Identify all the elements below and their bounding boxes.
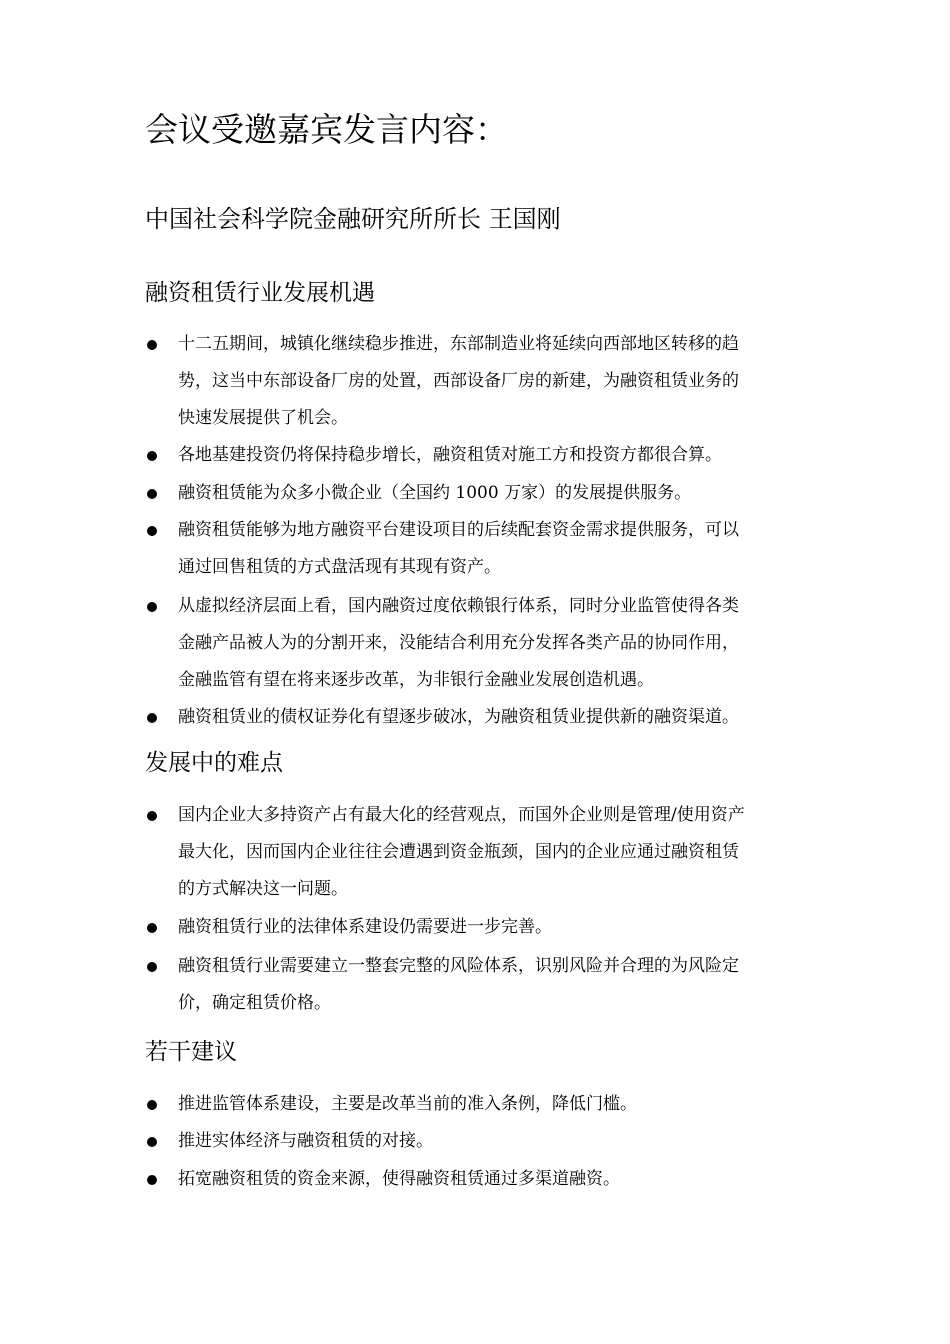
section-heading-difficulties: 发展中的难点 <box>145 750 283 776</box>
list-item <box>145 1086 810 1123</box>
section-heading-suggestions: 若干建议 <box>145 1039 237 1065</box>
list-item-text: 国内企业大多持资产占有最大化的经营观点，而国外企业则是管理/使用资产 最大化，因而国内企业往往会遭遇到资金瓶颈，国内的企业应通过融资租赁 的方式解决这一问题。 <box>178 805 745 899</box>
list-item-text: 融资租赁能为众多小微企业（全国约 1000 万家）的发展提供服务。 <box>178 483 692 503</box>
list-item-text: 融资租赁行业需要建立一整套完整的风险体系，识别风险并合理的为风险定 价，确定租赁价格。 <box>178 956 739 1013</box>
bullet-icon <box>147 602 157 612</box>
list-item <box>145 1123 810 1160</box>
list-item-text: 各地基建投资仍将保持稳步增长，融资租赁对施工方和投资方都很合算。 <box>178 445 722 465</box>
list-item-text: 融资租赁能够为地方融资平台建设项目的后续配套资金需求提供服务，可以 通过回售租赁的方式盘活现有其现有资产。 <box>178 520 739 577</box>
bullet-icon <box>147 340 157 350</box>
bullet-icon <box>147 713 157 723</box>
list-item <box>145 588 810 699</box>
list-item <box>145 909 810 946</box>
list-item-text: 十二五期间，城镇化继续稳步推进，东部制造业将延续向西部地区转移的趋 势，这当中东部设备厂房的处置，西部设备厂房的新建，为融资租赁业务的 快速发展提供了机会。 <box>178 334 739 428</box>
bullet-icon <box>147 1175 157 1185</box>
section-heading-opportunities: 融资租赁行业发展机遇 <box>145 280 375 306</box>
list-item-text: 推进实体经济与融资租赁的对接。 <box>178 1131 433 1151</box>
list-item <box>145 437 810 474</box>
bullet-icon <box>147 811 157 821</box>
speaker-name: 中国社会科学院金融研究所所长 王国刚 <box>145 205 561 233</box>
bullet-icon <box>147 923 157 933</box>
document-title: 会议受邀嘉宾发言内容： <box>145 110 508 149</box>
list-item-text: 融资租赁行业的法律体系建设仍需要进一步完善。 <box>178 917 552 937</box>
list-item <box>145 948 810 1022</box>
list-item <box>145 512 810 586</box>
list-item-text: 融资租赁业的债权证券化有望逐步破冰，为融资租赁业提供新的融资渠道。 <box>178 707 739 727</box>
list-item <box>145 699 810 736</box>
list-item-text: 从虚拟经济层面上看，国内融资过度依赖银行体系，同时分业监管使得各类 金融产品被人为的分割开来，没能结合利用充分发挥各类产品的协同作用， 金融监管有望在将来逐步改革，为非银行金融业发展创造机遇。 <box>178 596 739 690</box>
bullet-icon <box>147 962 157 972</box>
bullet-icon <box>147 1100 157 1110</box>
list-item-text: 拓宽融资租赁的资金来源，使得融资租赁通过多渠道融资。 <box>178 1169 620 1189</box>
bullet-icon <box>147 489 157 499</box>
list-item-text: 推进监管体系建设，主要是改革当前的准入条例，降低门槛。 <box>178 1094 637 1114</box>
list-item <box>145 797 810 908</box>
list-item <box>145 475 810 512</box>
bullet-icon <box>147 1137 157 1147</box>
bullet-icon <box>147 526 157 536</box>
bullet-icon <box>147 451 157 461</box>
list-item <box>145 1161 810 1198</box>
list-item <box>145 326 810 437</box>
